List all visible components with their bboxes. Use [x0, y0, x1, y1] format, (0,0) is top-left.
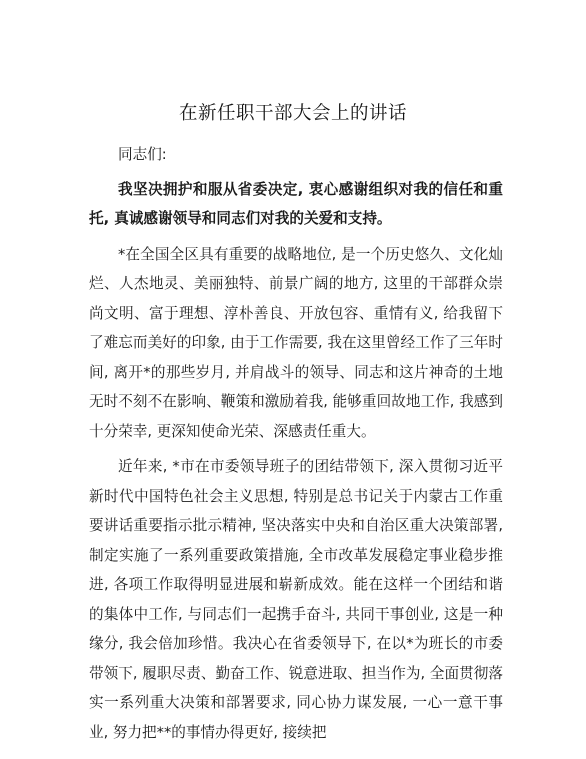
paragraph-3: 近年来, *市在市委领导班子的团结带领下, 深入贯彻习近平新时代中国特色社会主义思想, 特别是总书记关于内蒙古工作重要讲话重要指示批示精神, 坚决落实中央和自治区重大决策部署, 制定实施了一系列重要政策措施, 全市改革发展稳定事业稳步推进, 各项工作取得明显进展和崭新成效。能在这样一个团结和谐的集体中工作, 与同志们一起携手奋斗, 共同干事创业, 这是一种缘分, 我会倍加珍惜。我决心在省委领导下, 在以*为班长的市委带领下, 履职尽责、勤奋工作、锐意进取、担当作为, 全面贯彻落实一系列重大决策和部署要求, 同心协力谋发展, 一心一意干事业, 努力把**的事情办得更好, 接续把: [89, 458, 503, 741]
document-title: 在新任职干部大会上的讲话: [178, 103, 407, 124]
salutation: 同志们:: [118, 146, 167, 163]
paragraph-2: *在全国全区具有重要的战略地位, 是一个历史悠久、文化灿烂、人杰地灵、美丽独特、前景广阔的地方, 这里的干部群众崇尚文明、富于理想、淳朴善良、开放包容、重情有义, 给我留下了难忘而美好的印象, 由于工作需要, 我在这里曾经工作了三年时间, 离开*的那些岁月, 并肩战斗的领导、同志和这片神奇的土地无时不刻不在影响、鞭策和激励着我, 能够重回故地工作, 我感到十分荣幸, 更深知使命光荣、深感责任重大。: [89, 245, 503, 440]
paragraph-1: 我坚决拥护和服从省委决定, 衷心感谢组织对我的信任和重托, 真诚感谢领导和同志们对我的关爱和支持。: [89, 180, 503, 227]
document-body: [89, 140, 503, 753]
